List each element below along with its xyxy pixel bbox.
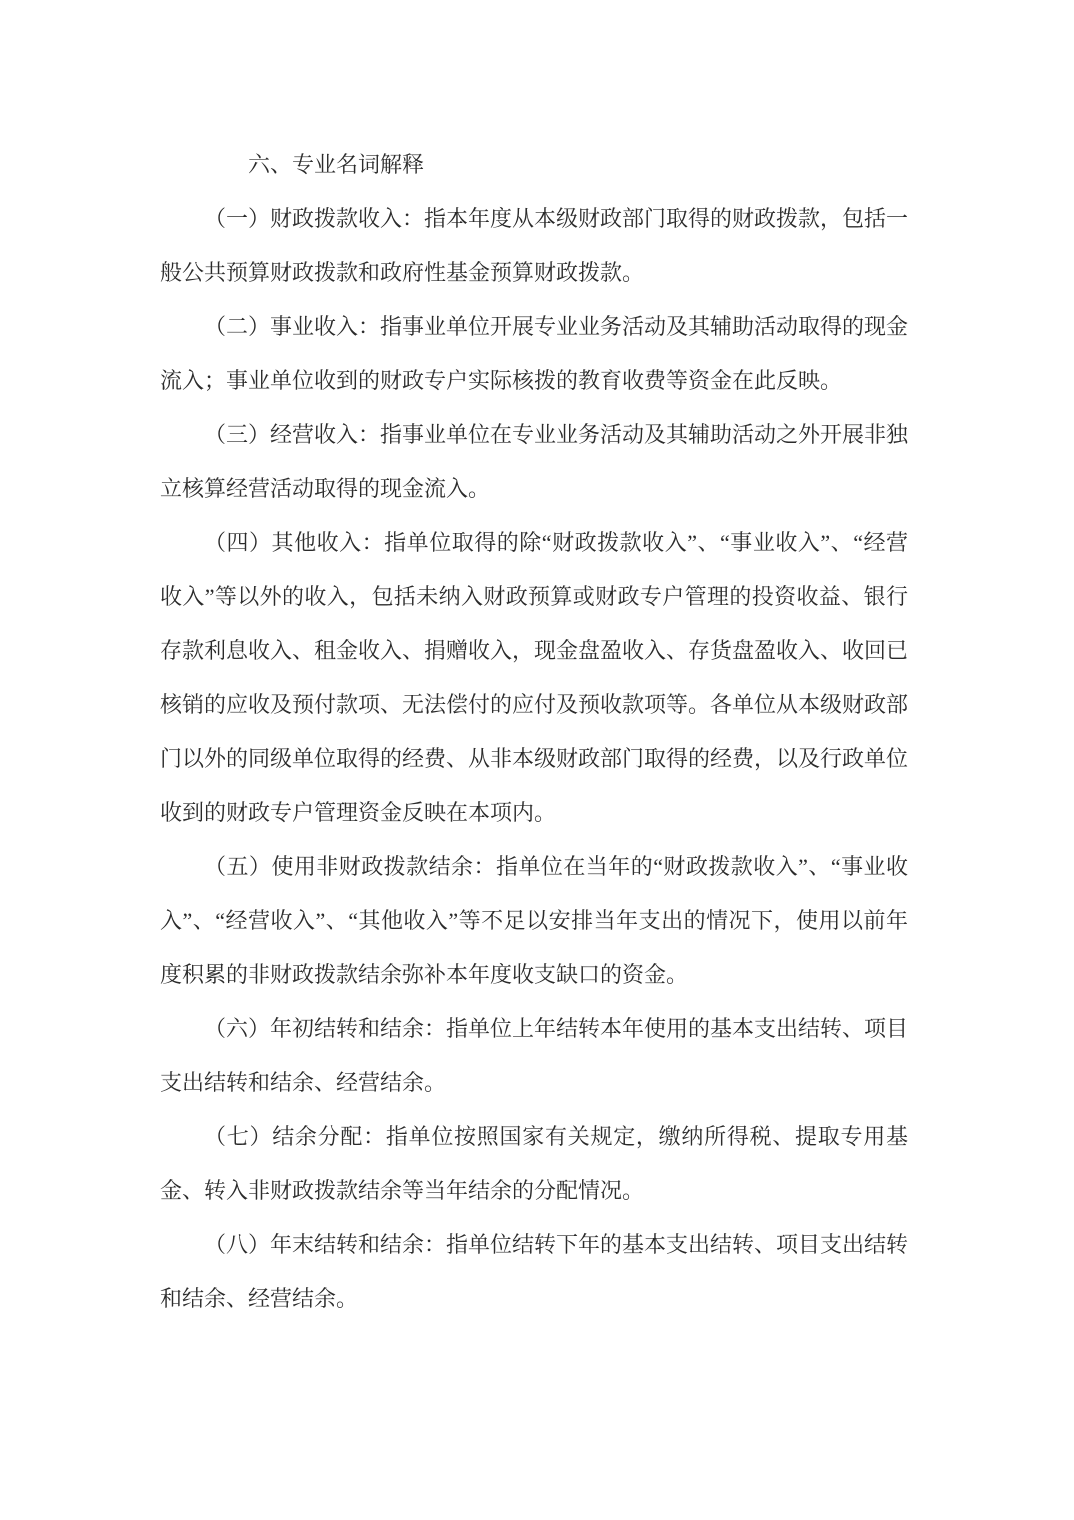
section-heading: 六、专业名词解释 <box>248 152 425 177</box>
document-content <box>160 138 908 1326</box>
paragraph-business-income: （三）经营收入：指事业单位在专业业务活动及其辅助活动之外开展非独立核算经营活动取得的现金流入。 <box>160 422 909 501</box>
paragraph-fiscal-appropriation-income: （一）财政拨款收入：指本年度从本级财政部门取得的财政拨款，包括一般公共预算财政拨款和政府性基金预算财政拨款。 <box>160 206 909 285</box>
paragraph-surplus-distribution: （七）结余分配：指单位按照国家有关规定，缴纳所得税、提取专用基金、转入非财政拨款结余等当年结余的分配情况。 <box>160 1124 908 1203</box>
paragraph-beginning-year-carryover: （六）年初结转和结余：指单位上年结转本年使用的基本支出结转、项目支出结转和结余、经营结余。 <box>160 1016 909 1095</box>
paragraph-operating-income: （二）事业收入：指事业单位开展专业业务活动及其辅助活动取得的现金流入；事业单位收到的财政专户实际核拨的教育收费等资金在此反映。 <box>160 314 909 393</box>
paragraph-year-end-carryover: （八）年末结转和结余：指单位结转下年的基本支出结转、项目支出结转和结余、经营结余。 <box>160 1232 909 1311</box>
paragraph-use-of-non-fiscal-surplus: （五）使用非财政拨款结余：指单位在当年的“财政拨款收入”、“事业收入”、“经营收入”、“其他收入”等不足以安排当年支出的情况下，使用以前年度积累的非财政拨款结余弥补本年度收支缺口的资金。 <box>160 854 908 987</box>
paragraph-other-income: （四）其他收入：指单位取得的除“财政拨款收入”、“事业收入”、“经营收入”等以外的收入，包括未纳入财政预算或财政专户管理的投资收益、银行存款利息收入、租金收入、捐赠收入，现金盘盈收入、存货盘盈收入、收回已核销的应收及预付款项、无法偿付的应付及预收款项等。各单位从本级财政部门以外的同级单位取得的经费、从非本级财政部门取得的经费，以及行政单位收到的财政专户管理资金反映在本项内。 <box>160 530 909 825</box>
